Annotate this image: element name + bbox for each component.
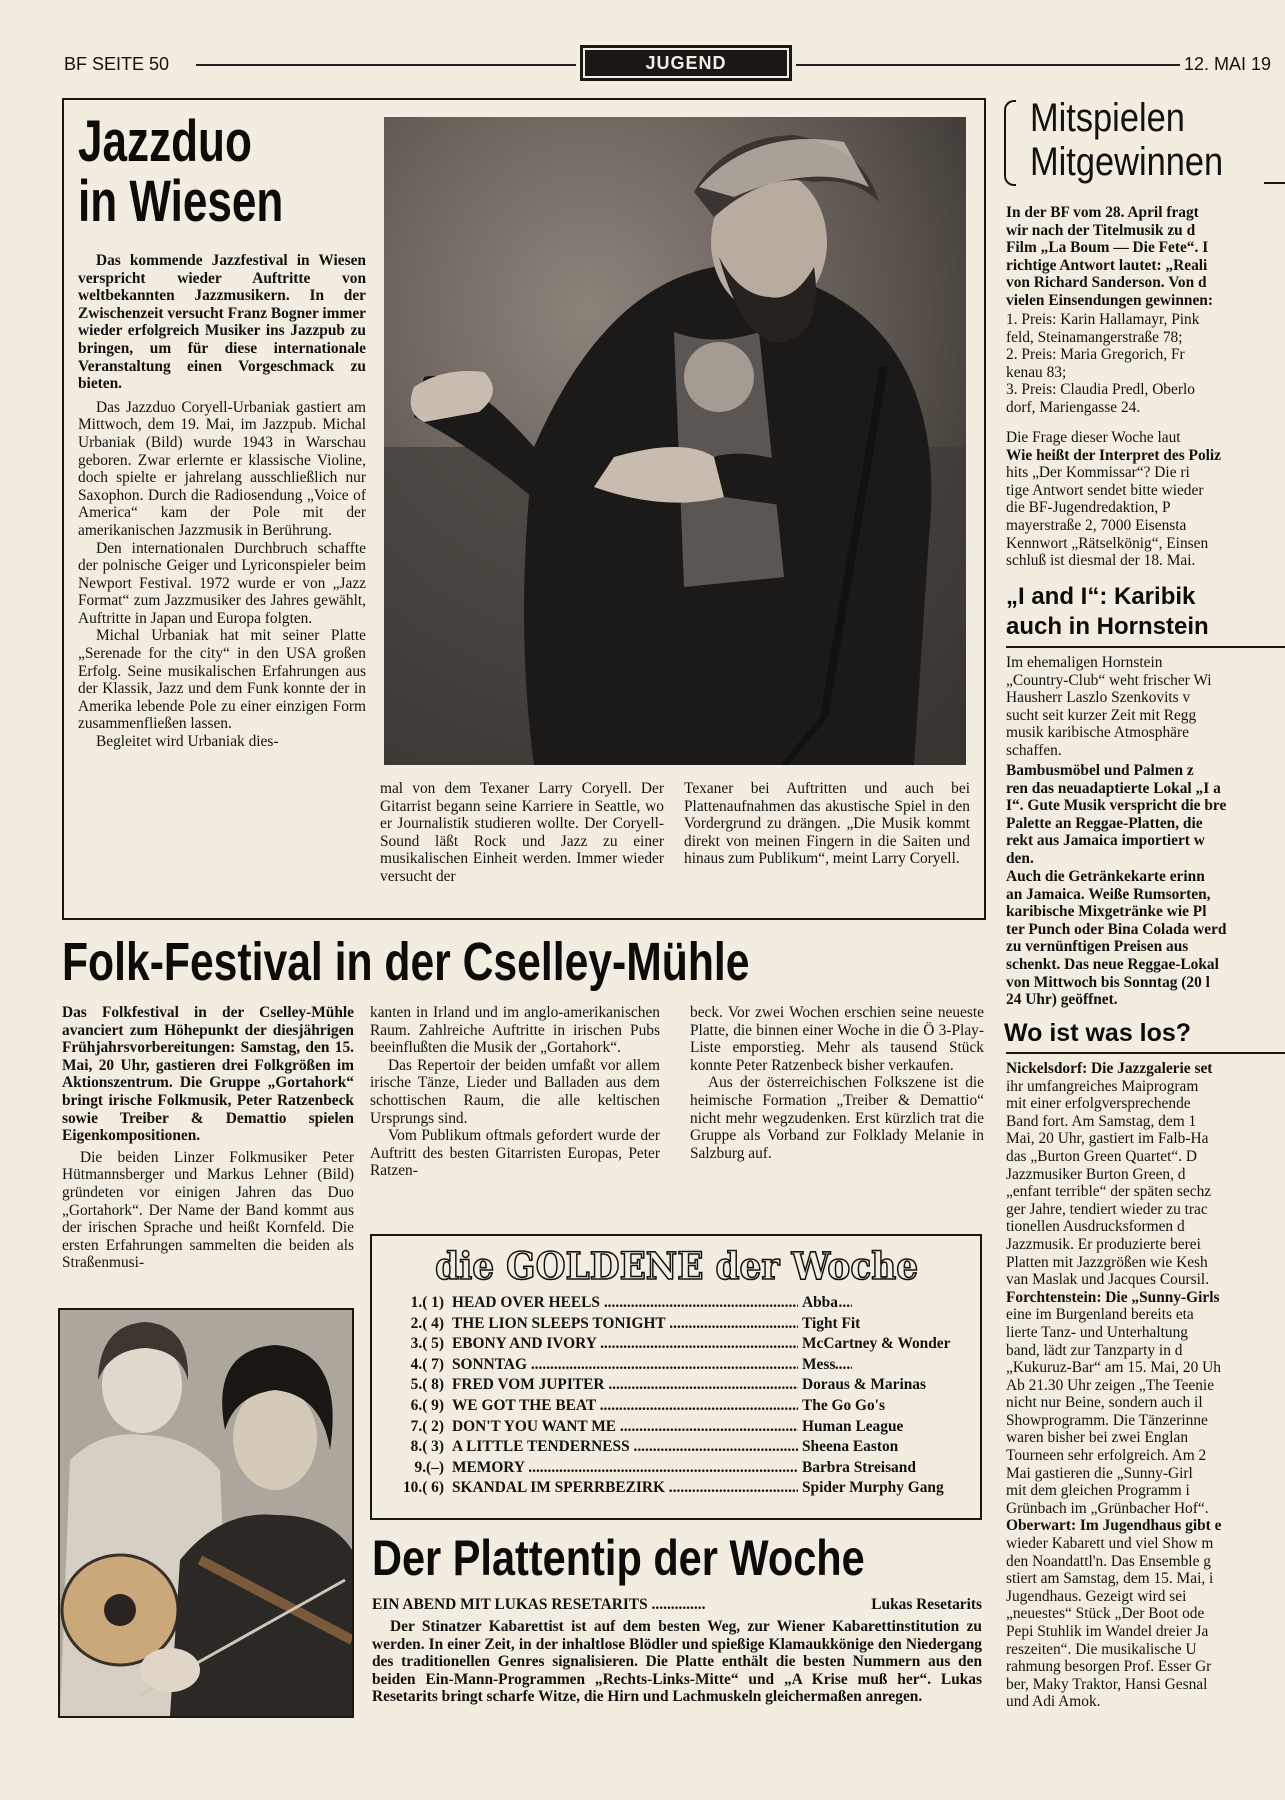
charts-title [392, 1244, 962, 1288]
text-line: „Country-Club“ weht frischer Wi [1006, 671, 1212, 689]
plattentip-album: EIN ABEND MIT LUKAS RESETARITS [372, 1596, 648, 1613]
text-line: van Maslak und Jacques Coursil. [1006, 1271, 1210, 1289]
text-line: tionellen Ausdrucksformen d [1006, 1218, 1185, 1236]
folk-paragraph: Vom Publikum oftmals gefordert wurde der Auftritt des besten Gitarristen Europas, Peter Ratzen- [370, 1127, 660, 1180]
mitspielen-text-2 [1006, 311, 1285, 417]
folk-paragraph: Die beiden Linzer Folkmusiker Peter Hütmannsberger und Markus Lehner (Bild) gründeten vor einigen Jahren das Duo „Gortahork“. Der Name der Band kommt aus der irischen Sprache und heißt Kornfeld. Die ersten Erfahrungen sammelten die beiden als Straßenmusi- [62, 1148, 354, 1272]
text-line: sucht seit kurzer Zeit mit Regg [1006, 706, 1197, 724]
text-line: die BF-Jugendredaktion, P [1006, 499, 1171, 517]
text-line: zu vernünftigen Preisen aus [1006, 938, 1189, 956]
text-line: Nickelsdorf: Die Jazzgalerie set [1006, 1060, 1213, 1077]
folk-paragraph: kanten in Irland und im anglo-amerikanischen Raum. Zahlreiche Auftritte in irischen Pubs beeinflußten die Musik der „Gortahork“. [370, 1004, 660, 1057]
jazz-paragraph: mal von dem Texaner Larry Coryell. Der Gitarrist begann seine Karriere in Seattle, wo er Journalistik studieren wollte. Der Coryell-Sound läßt Rock und Jazz zu einer musikalischen Einheit werden. Immer wieder versucht der [380, 780, 664, 885]
text-line: tige Antwort sendet bitte wieder [1006, 481, 1204, 499]
text-line: schenkt. Das neue Reggae-Lokal [1006, 955, 1219, 973]
chart-artist: Mess [798, 1356, 835, 1374]
chart-entry [392, 1418, 967, 1436]
text-line: den. [1006, 849, 1034, 867]
plattentip-artist: Lukas Resetarits [871, 1596, 982, 1613]
text-line: schaffen. [1006, 741, 1062, 759]
text-line: Forchtenstein: Die „Sunny-Girls [1006, 1288, 1220, 1306]
charts-title-text: die GOLDENE der Woche [435, 1244, 919, 1288]
jazz-headline-line2: in Wiesen [78, 169, 284, 234]
text-line: Jazzmusiker Burton Green, d [1006, 1165, 1186, 1183]
folk-text-col1 [62, 1004, 354, 1272]
jazz-paragraph: Michal Urbaniak hat mit seiner Platte „Serenade for the city“ in den USA großen Erfolg. Seine musikalischen Erfahrungen aus der Klassik, Jazz und dem Funk konnte der in Amerika lebende Pole zu einer einzigen Form zusammenfließen lassen. [78, 627, 366, 733]
folk-text-col3 [690, 1004, 984, 1162]
text-line: 2. Preis: Maria Gregorich, Fr [1006, 346, 1185, 364]
jazz-headline [78, 109, 378, 234]
text-line: eine im Burgenland bereits eta [1006, 1306, 1194, 1324]
plattentip-paragraph: Der Stinatzer Kabarettist ist auf dem besten Weg, zur Wiener Kabarettinstitution zu werden. In einer Zeit, in der inhaltlose Blödler und spießige Klamaukkönige den Niedergang des traditionellen Genres signalisieren. Die Platte enthält die besten Nummern aus den beiden Ein-Mann-Programmen „Rechts-Links-Mitte“ und „A Krise muß her“. Lukas Resetarits bringt scharfe Witze, die Hirn und Lachmuskeln gleichermaßen anregen. [372, 1618, 982, 1706]
text-line: musik karibische Atmosphäre [1006, 724, 1189, 742]
text-line: 1. Preis: Karin Hallamayr, Pink [1006, 311, 1200, 328]
chart-rank: 4.( 7) [410, 1355, 444, 1373]
page-number: BF SEITE 50 [64, 54, 170, 74]
text-line: Band fort. Am Samstag, dem 1 [1006, 1112, 1197, 1130]
text-line: mayerstraße 2, 7000 Eisensta [1006, 516, 1187, 534]
text-line: Die Frage dieser Woche laut [1006, 429, 1181, 446]
chart-entry [392, 1479, 967, 1497]
karibik-rule [1006, 646, 1285, 648]
mitspielen-bracket [1004, 100, 1016, 186]
chart-entry [392, 1356, 967, 1374]
chart-artist: Abba [798, 1294, 838, 1312]
chart-song-title: SKANDAL IM SPERRBEZIRK ..... [452, 1479, 852, 1497]
jazz-headline-line1: Jazzduo [78, 109, 252, 174]
folk-text-col2 [370, 1004, 660, 1180]
wo-headline: Wo ist was los? [1004, 1019, 1192, 1047]
text-line: ihr umfangreiches Maiprogram [1006, 1077, 1199, 1095]
plattentip-album-line [372, 1596, 982, 1614]
chart-artist: Spider Murphy Gang [798, 1479, 944, 1497]
text-line: vielen Einsendungen gewinnen: [1006, 291, 1213, 309]
jazz-paragraph: Das Jazzduo Coryell-Urbaniak gastiert am Mittwoch, dem 19. Mai, im Jazzpub. Michal Urbaniak (Bild) wurde 1943 in Warschau geboren. Zwar erlernte er klassische Violine, doch spielte er jahrelang ausschließlich nur Saxophon. Durch die Radiosendung „Voice of America“ kam der Pole mit der amerikanischen Jazzmusik in Berührung. [78, 398, 366, 539]
plattentip-headline [372, 1530, 992, 1586]
karibik-headline-line1: „I and I“: Karibik [1006, 583, 1196, 610]
folk-paragraph: Das Repertoir der beiden umfaßt vor allem irische Tänze, Lieder und Balladen aus dem schottischen Raum, die alle keltischen Ursprungs sind. [370, 1056, 660, 1127]
jazz-paragraph: Begleitet wird Urbaniak dies- [96, 733, 279, 751]
text-line: Wie heißt der Interpret des Poliz [1006, 446, 1222, 464]
text-line: wir nach der Titelmusik zu d [1006, 221, 1196, 239]
text-line: ter Punch oder Bina Colada werd [1006, 920, 1227, 938]
header-rule-left [196, 64, 576, 66]
text-line: waren bisher bei zwei Englan [1006, 1429, 1189, 1447]
text-line: In der BF vom 28. April fragt [1006, 204, 1199, 221]
plattentip-dots: .............. [651, 1596, 706, 1613]
chart-rank: 9.(–) [414, 1458, 444, 1476]
text-line: richtige Antwort lautet: „Reali [1006, 256, 1208, 274]
text-line: lierte Tanz- und Unterhaltung [1006, 1323, 1188, 1341]
text-line: Pepi Stuhlik im Wandel dreier Ja [1006, 1623, 1209, 1640]
text-line: „Kukuruz-Bar“ am 15. Mai, 20 Uh [1006, 1359, 1221, 1377]
chart-song-title: MEMORY ..... [452, 1459, 852, 1477]
wo-text [1006, 1060, 1285, 1711]
chart-song-title: DON'T YOU WANT ME ..... [452, 1418, 852, 1436]
chart-rank: 8.( 3) [410, 1438, 444, 1456]
text-line: nicht nur Beine, sondern auch il [1006, 1394, 1203, 1412]
plattentip-headline-text: Der Plattentip der Woche [372, 1530, 865, 1586]
issue-date: 12. MAI 19 [1184, 54, 1272, 74]
mitspielen-title [1030, 96, 1255, 184]
karibik-headline [1006, 582, 1285, 642]
chart-song-title: WE GOT THE BEAT ..... [452, 1397, 852, 1415]
chart-entry [392, 1294, 967, 1312]
jazz-paragraph: Den internationalen Durchbruch schaffte der polnische Geiger und Lyriconspieler beim Newport Festival. 1972 wurde er von „Jazz Format“ zum Jazzmusiker des Jahres gewählt, Auftritte in Japan und Europa folgten. [78, 539, 366, 627]
text-line: und Adi Amok. [1006, 1693, 1101, 1711]
karibik-text-3 [1006, 868, 1285, 1009]
chart-song-title: A LITTLE TENDERNESS ..... [452, 1438, 852, 1456]
karibik-text-1 [1006, 654, 1285, 760]
text-line: feld, Steinamangerstraße 78; [1006, 328, 1183, 346]
text-line: „enfant terrible“ der späten sechz [1006, 1183, 1212, 1201]
text-line: ren das neuadaptierte Lokal „I a [1006, 779, 1221, 797]
text-line: Mai gastieren die „Sunny-Girl [1006, 1464, 1193, 1482]
text-line: Bambusmöbel und Palmen z [1006, 762, 1194, 779]
mitspielen-underline [1264, 182, 1285, 184]
chart-rank: 3.( 5) [410, 1335, 444, 1353]
text-line: hits „Der Kommissar“? Die ri [1006, 464, 1190, 482]
text-line: Kennwort „Rätselkönig“, Einsen [1006, 534, 1209, 552]
chart-artist: Doraus & Marinas [798, 1376, 926, 1394]
plattentip-text [372, 1618, 982, 1706]
text-line: 3. Preis: Claudia Predl, Oberlo [1006, 381, 1195, 399]
text-line: Film „La Boum — Die Fete“. I [1006, 239, 1209, 257]
chart-artist: Barbra Streisand [798, 1459, 916, 1477]
folk-paragraph: Aus der österreichischen Folkszene ist die heimische Formation „Treiber & Demattio“ nicht mehr wegzudenken. Erst kürzlich trat die Gruppe als Vorband zur Folklady Melanie in Salzburg auf. [690, 1074, 984, 1162]
chart-entry [392, 1335, 967, 1353]
chart-rank: 7.( 2) [410, 1417, 444, 1435]
mitspielen-title-line2: Mitgewinnen [1030, 140, 1224, 184]
text-line: Im ehemaligen Hornstein [1006, 654, 1163, 671]
text-line: von Richard Sanderson. Von d [1006, 274, 1207, 292]
text-line: reszeiten“. Die musikalische U [1006, 1640, 1197, 1658]
folk-duo-photo [58, 1308, 354, 1718]
folk-lead: Das Folkfestival in der Cselley-Mühle avanciert zum Höhepunkt der diesjährigen Frühjahrsvorbereitungen: Samstag, den 15. Mai, 20 Uhr, gastieren drei Folkgrößen im Aktionszentrum. Die Gruppe „Gortahork“ bringt irische Folkmusik, Peter Ratzenbeck sowie Treiber & Demattio spielen Eigenkompositionen. [62, 1004, 354, 1145]
wo-rule [1006, 1052, 1285, 1054]
chart-entry [392, 1459, 967, 1477]
chart-artist: Human League [798, 1418, 903, 1436]
folk-headline [62, 932, 982, 992]
text-line: mit dem gleichen Programm i [1006, 1482, 1190, 1500]
text-line: „neuestes“ Stück „Der Boot ode [1006, 1605, 1205, 1623]
chart-entry [392, 1315, 967, 1333]
folk-duo-illustration [60, 1310, 352, 1716]
text-line: Jazzmusik. Er produzierte berei [1006, 1235, 1201, 1253]
section-label: JUGEND [580, 45, 792, 81]
chart-song-title: SONNTAG ..... [452, 1356, 852, 1374]
charts-box [370, 1234, 982, 1520]
chart-rank: 2.( 4) [410, 1314, 444, 1332]
chart-artist: Sheena Easton [798, 1438, 898, 1456]
text-line: dorf, Mariengasse 24. [1006, 398, 1141, 416]
text-line: Palette an Reggae-Platten, die [1006, 814, 1203, 832]
text-line: kenau 83; [1006, 363, 1067, 381]
text-line: wieder Kabarett und viel Show m [1006, 1535, 1214, 1553]
mitspielen-title-line1: Mitspielen [1030, 96, 1185, 140]
text-line: I“. Gute Musik verspricht die bre [1006, 797, 1227, 815]
folk-headline-text: Folk-Festival in der Cselley-Mühle [62, 932, 750, 992]
jazz-text-col2 [380, 780, 664, 886]
text-line: den Noandattl'n. Das Ensemble g [1006, 1552, 1211, 1570]
karibik-headline-line2: auch in Hornstein [1006, 613, 1209, 640]
text-line: das „Burton Green Quartet“. D [1006, 1147, 1198, 1165]
text-line: 24 Uhr) geöffnet. [1006, 991, 1118, 1009]
chart-entry [392, 1397, 967, 1415]
mitspielen-text-3 [1006, 429, 1285, 570]
chart-song-title: FRED VOM JUPITER ..... [452, 1376, 852, 1394]
text-line: Ab 21.30 Uhr zeigen „The Teenie [1006, 1376, 1215, 1394]
text-line: mit einer erfolgversprechende [1006, 1095, 1191, 1113]
jazz-lead: Das kommende Jazzfestival in Wiesen verspricht wieder Auftritte von weltbekannten Jazzmusikern. In der Zwischenzeit versucht Franz Bogner immer wieder erfolgreich Musiker ins Jazzpub zu bringen, um für diese internationale Veranstaltung einen Vorgeschmack zu bieten. [78, 252, 366, 393]
text-line: Auch die Getränkekarte erinn [1006, 868, 1205, 885]
text-line: rahmung besorgen Prof. Esser Gr [1006, 1658, 1212, 1676]
chart-rank: 10.( 6) [402, 1479, 444, 1497]
text-line: von Mittwoch bis Sonntag (20 l [1006, 973, 1210, 991]
jazz-musician-illustration [384, 117, 966, 765]
chart-rank: 5.( 8) [410, 1376, 444, 1394]
chart-song-title: HEAD OVER HEELS ..... [452, 1294, 852, 1312]
chart-artist: The Go Go's [798, 1397, 885, 1415]
jazz-text-col3 [684, 780, 970, 868]
text-line: Tourneen sehr erfolgreich. Am 2 [1006, 1447, 1207, 1465]
karibik-text-2 [1006, 762, 1285, 868]
text-line: an Jamaica. Weiße Rumsorten, [1006, 885, 1211, 903]
text-line: band, lädt zur Tanzparty in d [1006, 1341, 1183, 1359]
text-line: ger Jahre, tendiert wieder zu trac [1006, 1200, 1208, 1218]
header-rule-right [796, 64, 1180, 66]
text-line: karibische Mixgetränke wie Pl [1006, 903, 1207, 921]
chart-entry [392, 1376, 967, 1394]
text-line: stiert am Samstag, dem 15. Mai, i [1006, 1570, 1214, 1588]
chart-artist: McCartney & Wonder [798, 1335, 950, 1353]
text-line: Platten mit Jazzgrößen wie Kesh [1006, 1253, 1208, 1271]
text-line: schluß ist diesmal der 18. Mai. [1006, 552, 1196, 570]
folk-paragraph: beck. Vor zwei Wochen erschien seine neueste Platte, die binnen einer Woche in die Ö 3-Play-Liste emporstieg. Mehr als tausend Stück konnte Peter Ratzenbeck bisher verkaufen. [690, 1004, 984, 1074]
text-line: Oberwart: Im Jugendhaus gibt e [1006, 1517, 1222, 1535]
text-line: Grünbach im „Grünbacher Hof“. [1006, 1499, 1209, 1517]
chart-artist: Tight Fit [798, 1315, 860, 1333]
text-line: Mai, 20 Uhr, gastiert im Falb-Ha [1006, 1130, 1209, 1148]
chart-song-title: EBONY AND IVORY ..... [452, 1335, 852, 1353]
chart-entry [392, 1438, 967, 1456]
text-line: rekt aus Jamaica importiert w [1006, 832, 1205, 850]
text-line: Hausherr Laszlo Szenkovits v [1006, 689, 1191, 707]
text-line: ber, Maky Traktor, Hansi Gesnal [1006, 1675, 1208, 1693]
jazz-text-col1 [78, 252, 366, 751]
text-line: Showprogramm. Die Tänzerinne [1006, 1411, 1208, 1429]
chart-rank: 1.( 1) [410, 1294, 444, 1311]
jazz-paragraph: Texaner bei Auftritten und auch bei Plattenaufnahmen das akustische Spiel in den Vordergrund zu drängen. „Die Musik kommt direkt von meinen Fingern in die Saiten und hinaus zum Publikum“, meint Larry Coryell. [684, 780, 970, 868]
chart-rank: 6.( 9) [410, 1397, 444, 1414]
text-line: Jugendhaus. Gezeigt wird sei [1006, 1587, 1187, 1605]
mitspielen-text-1 [1006, 204, 1285, 310]
jazz-musician-photo [384, 117, 966, 765]
chart-song-title: THE LION SLEEPS TONIGHT ..... [452, 1315, 852, 1333]
